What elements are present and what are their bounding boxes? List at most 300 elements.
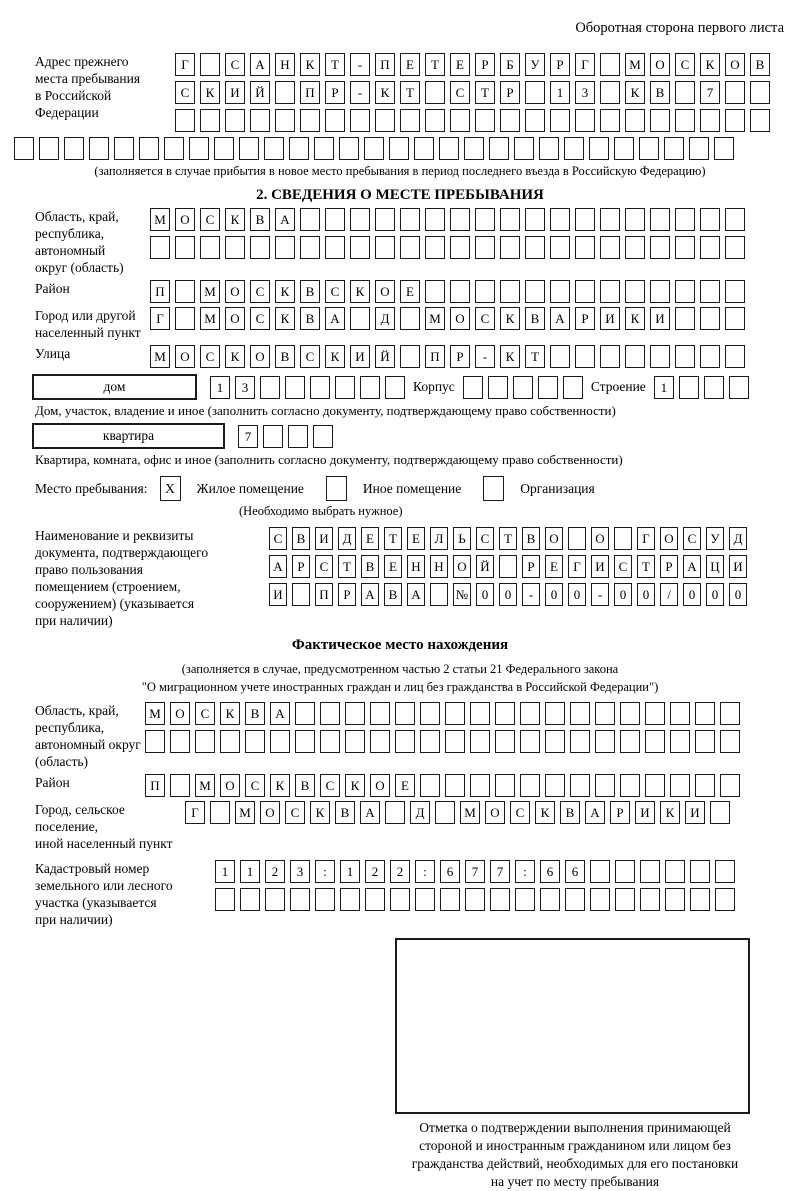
char-cell[interactable] — [525, 208, 545, 231]
char-cell[interactable]: Р — [575, 307, 595, 330]
char-cell[interactable] — [375, 208, 395, 231]
char-cell[interactable] — [564, 137, 584, 160]
char-cell[interactable]: - — [591, 583, 609, 606]
char-cell[interactable]: Е — [384, 555, 402, 578]
char-cell[interactable] — [420, 730, 440, 753]
char-cell[interactable]: : — [515, 860, 535, 883]
char-cell[interactable]: Р — [610, 801, 630, 824]
char-cell[interactable]: Т — [384, 527, 402, 550]
char-cell[interactable] — [450, 280, 470, 303]
char-cell[interactable] — [425, 236, 445, 259]
char-cell[interactable]: Д — [375, 307, 395, 330]
char-cell[interactable]: С — [250, 307, 270, 330]
char-cell[interactable] — [525, 280, 545, 303]
char-cell[interactable] — [670, 730, 690, 753]
char-cell[interactable]: Л — [430, 527, 448, 550]
char-cell[interactable] — [695, 774, 715, 797]
char-cell[interactable] — [495, 730, 515, 753]
char-cell[interactable] — [539, 137, 559, 160]
char-cell[interactable]: А — [360, 801, 380, 824]
char-cell[interactable] — [350, 307, 370, 330]
char-cell[interactable] — [540, 888, 560, 911]
char-cell[interactable]: 3 — [235, 376, 255, 399]
char-cell[interactable]: 0 — [729, 583, 747, 606]
char-cell[interactable]: О — [650, 53, 670, 76]
char-cell[interactable] — [700, 208, 720, 231]
char-cell[interactable]: 0 — [476, 583, 494, 606]
char-cell[interactable]: 1 — [550, 81, 570, 104]
char-cell[interactable] — [645, 730, 665, 753]
char-cell[interactable]: Г — [175, 53, 195, 76]
char-cell[interactable] — [295, 702, 315, 725]
char-cell[interactable] — [275, 81, 295, 104]
char-cell[interactable] — [375, 109, 395, 132]
char-cell[interactable] — [675, 345, 695, 368]
char-cell[interactable] — [695, 730, 715, 753]
char-cell[interactable]: Г — [185, 801, 205, 824]
char-cell[interactable] — [385, 376, 405, 399]
char-cell[interactable]: В — [384, 583, 402, 606]
char-cell[interactable] — [729, 376, 749, 399]
char-cell[interactable] — [350, 236, 370, 259]
char-cell[interactable] — [514, 137, 534, 160]
char-cell[interactable] — [489, 137, 509, 160]
char-cell[interactable] — [679, 376, 699, 399]
char-cell[interactable]: 0 — [568, 583, 586, 606]
char-cell[interactable] — [650, 109, 670, 132]
char-cell[interactable]: 6 — [440, 860, 460, 883]
char-cell[interactable]: И — [635, 801, 655, 824]
char-cell[interactable]: Т — [325, 53, 345, 76]
char-cell[interactable] — [345, 730, 365, 753]
char-cell[interactable] — [215, 888, 235, 911]
char-cell[interactable] — [700, 236, 720, 259]
char-cell[interactable] — [400, 307, 420, 330]
char-cell[interactable] — [525, 81, 545, 104]
char-cell[interactable] — [425, 81, 445, 104]
char-cell[interactable] — [725, 280, 745, 303]
char-cell[interactable]: - — [475, 345, 495, 368]
char-cell[interactable] — [175, 109, 195, 132]
char-cell[interactable]: Ь — [453, 527, 471, 550]
char-cell[interactable]: П — [425, 345, 445, 368]
char-cell[interactable] — [720, 774, 740, 797]
char-cell[interactable] — [620, 730, 640, 753]
char-cell[interactable]: А — [270, 702, 290, 725]
char-cell[interactable]: С — [269, 527, 287, 550]
char-cell[interactable]: М — [195, 774, 215, 797]
char-cell[interactable]: М — [150, 345, 170, 368]
char-cell[interactable] — [675, 280, 695, 303]
char-cell[interactable] — [390, 888, 410, 911]
char-cell[interactable] — [640, 888, 660, 911]
char-cell[interactable] — [250, 236, 270, 259]
char-cell[interactable]: К — [625, 307, 645, 330]
stay-type-checkbox-residential[interactable]: X — [160, 476, 181, 501]
char-cell[interactable] — [175, 307, 195, 330]
char-cell[interactable] — [463, 376, 483, 399]
char-cell[interactable] — [620, 774, 640, 797]
char-cell[interactable]: 1 — [654, 376, 674, 399]
char-cell[interactable] — [520, 730, 540, 753]
char-cell[interactable] — [520, 774, 540, 797]
char-cell[interactable] — [665, 888, 685, 911]
char-cell[interactable] — [664, 137, 684, 160]
char-cell[interactable]: С — [683, 527, 701, 550]
char-cell[interactable]: Г — [150, 307, 170, 330]
char-cell[interactable]: В — [295, 774, 315, 797]
char-cell[interactable]: М — [625, 53, 645, 76]
char-cell[interactable] — [625, 345, 645, 368]
char-cell[interactable] — [389, 137, 409, 160]
char-cell[interactable] — [375, 236, 395, 259]
char-cell[interactable] — [345, 702, 365, 725]
char-cell[interactable]: И — [729, 555, 747, 578]
char-cell[interactable] — [725, 236, 745, 259]
char-cell[interactable] — [350, 208, 370, 231]
char-cell[interactable]: Й — [476, 555, 494, 578]
char-cell[interactable] — [700, 345, 720, 368]
char-cell[interactable] — [600, 345, 620, 368]
char-cell[interactable]: Т — [499, 527, 517, 550]
char-cell[interactable]: 2 — [390, 860, 410, 883]
char-cell[interactable]: О — [453, 555, 471, 578]
char-cell[interactable]: И — [315, 527, 333, 550]
char-cell[interactable]: Г — [568, 555, 586, 578]
char-cell[interactable] — [114, 137, 134, 160]
char-cell[interactable]: С — [285, 801, 305, 824]
char-cell[interactable]: А — [325, 307, 345, 330]
char-cell[interactable] — [285, 376, 305, 399]
char-cell[interactable] — [239, 137, 259, 160]
char-cell[interactable] — [495, 702, 515, 725]
char-cell[interactable]: 7 — [700, 81, 720, 104]
char-cell[interactable]: К — [275, 307, 295, 330]
char-cell[interactable]: П — [375, 53, 395, 76]
char-cell[interactable] — [700, 109, 720, 132]
char-cell[interactable] — [470, 730, 490, 753]
char-cell[interactable]: В — [650, 81, 670, 104]
char-cell[interactable] — [370, 730, 390, 753]
char-cell[interactable]: К — [275, 280, 295, 303]
char-cell[interactable] — [640, 860, 660, 883]
char-cell[interactable] — [639, 137, 659, 160]
char-cell[interactable] — [499, 555, 517, 578]
char-cell[interactable] — [525, 236, 545, 259]
char-cell[interactable] — [670, 774, 690, 797]
char-cell[interactable]: Р — [292, 555, 310, 578]
char-cell[interactable] — [650, 345, 670, 368]
char-cell[interactable]: Д — [338, 527, 356, 550]
char-cell[interactable]: А — [683, 555, 701, 578]
char-cell[interactable] — [425, 109, 445, 132]
char-cell[interactable] — [515, 888, 535, 911]
char-cell[interactable]: : — [315, 860, 335, 883]
char-cell[interactable]: 0 — [706, 583, 724, 606]
char-cell[interactable]: К — [375, 81, 395, 104]
char-cell[interactable]: А — [407, 583, 425, 606]
char-cell[interactable] — [295, 730, 315, 753]
char-cell[interactable] — [420, 774, 440, 797]
char-cell[interactable] — [600, 208, 620, 231]
char-cell[interactable]: 0 — [614, 583, 632, 606]
char-cell[interactable] — [220, 730, 240, 753]
char-cell[interactable] — [620, 702, 640, 725]
char-cell[interactable] — [690, 888, 710, 911]
char-cell[interactable] — [314, 137, 334, 160]
char-cell[interactable]: О — [170, 702, 190, 725]
char-cell[interactable] — [89, 137, 109, 160]
char-cell[interactable]: В — [522, 527, 540, 550]
char-cell[interactable] — [350, 109, 370, 132]
char-cell[interactable]: Т — [400, 81, 420, 104]
char-cell[interactable] — [545, 730, 565, 753]
char-cell[interactable]: С — [614, 555, 632, 578]
char-cell[interactable] — [725, 307, 745, 330]
char-cell[interactable] — [650, 208, 670, 231]
char-cell[interactable] — [385, 801, 405, 824]
char-cell[interactable]: П — [300, 81, 320, 104]
char-cell[interactable]: 3 — [575, 81, 595, 104]
char-cell[interactable] — [589, 137, 609, 160]
char-cell[interactable] — [590, 860, 610, 883]
char-cell[interactable] — [315, 888, 335, 911]
char-cell[interactable] — [495, 774, 515, 797]
char-cell[interactable] — [445, 774, 465, 797]
char-cell[interactable]: О — [225, 280, 245, 303]
char-cell[interactable] — [575, 236, 595, 259]
char-cell[interactable]: М — [200, 280, 220, 303]
char-cell[interactable]: В — [335, 801, 355, 824]
char-cell[interactable]: Й — [375, 345, 395, 368]
char-cell[interactable] — [400, 109, 420, 132]
char-cell[interactable] — [240, 888, 260, 911]
char-cell[interactable]: - — [350, 53, 370, 76]
char-cell[interactable] — [575, 109, 595, 132]
char-cell[interactable] — [500, 280, 520, 303]
char-cell[interactable]: Т — [637, 555, 655, 578]
char-cell[interactable] — [195, 730, 215, 753]
char-cell[interactable]: С — [195, 702, 215, 725]
char-cell[interactable]: С — [510, 801, 530, 824]
char-cell[interactable] — [570, 730, 590, 753]
char-cell[interactable] — [310, 376, 330, 399]
char-cell[interactable] — [475, 236, 495, 259]
char-cell[interactable]: О — [225, 307, 245, 330]
char-cell[interactable]: Е — [545, 555, 563, 578]
char-cell[interactable] — [675, 109, 695, 132]
char-cell[interactable] — [210, 801, 230, 824]
char-cell[interactable] — [288, 425, 308, 448]
char-cell[interactable] — [170, 774, 190, 797]
char-cell[interactable] — [650, 236, 670, 259]
char-cell[interactable] — [200, 53, 220, 76]
char-cell[interactable]: 1 — [210, 376, 230, 399]
char-cell[interactable]: 7 — [490, 860, 510, 883]
char-cell[interactable] — [439, 137, 459, 160]
char-cell[interactable]: - — [522, 583, 540, 606]
char-cell[interactable]: 0 — [683, 583, 701, 606]
char-cell[interactable] — [395, 702, 415, 725]
char-cell[interactable]: И — [600, 307, 620, 330]
char-cell[interactable] — [600, 53, 620, 76]
char-cell[interactable] — [695, 702, 715, 725]
char-cell[interactable]: П — [315, 583, 333, 606]
char-cell[interactable]: Ц — [706, 555, 724, 578]
char-cell[interactable] — [645, 774, 665, 797]
char-cell[interactable] — [488, 376, 508, 399]
char-cell[interactable]: Д — [410, 801, 430, 824]
char-cell[interactable] — [675, 81, 695, 104]
char-cell[interactable]: : — [415, 860, 435, 883]
char-cell[interactable]: О — [260, 801, 280, 824]
char-cell[interactable]: О — [591, 527, 609, 550]
char-cell[interactable]: К — [345, 774, 365, 797]
char-cell[interactable]: Г — [575, 53, 595, 76]
char-cell[interactable] — [595, 730, 615, 753]
char-cell[interactable]: О — [450, 307, 470, 330]
char-cell[interactable]: П — [150, 280, 170, 303]
char-cell[interactable] — [214, 137, 234, 160]
char-cell[interactable] — [270, 730, 290, 753]
char-cell[interactable]: Г — [637, 527, 655, 550]
char-cell[interactable]: Е — [395, 774, 415, 797]
char-cell[interactable] — [440, 888, 460, 911]
char-cell[interactable]: Е — [361, 527, 379, 550]
char-cell[interactable]: Р — [660, 555, 678, 578]
char-cell[interactable]: К — [500, 307, 520, 330]
char-cell[interactable] — [550, 109, 570, 132]
char-cell[interactable] — [500, 208, 520, 231]
char-cell[interactable]: С — [200, 208, 220, 231]
char-cell[interactable] — [550, 236, 570, 259]
char-cell[interactable] — [545, 774, 565, 797]
char-cell[interactable] — [320, 702, 340, 725]
char-cell[interactable]: С — [300, 345, 320, 368]
char-cell[interactable]: В — [361, 555, 379, 578]
char-cell[interactable]: Р — [550, 53, 570, 76]
char-cell[interactable] — [595, 774, 615, 797]
char-cell[interactable]: А — [361, 583, 379, 606]
char-cell[interactable] — [595, 702, 615, 725]
char-cell[interactable] — [450, 208, 470, 231]
char-cell[interactable] — [292, 583, 310, 606]
char-cell[interactable]: В — [300, 307, 320, 330]
char-cell[interactable] — [265, 888, 285, 911]
char-cell[interactable] — [645, 702, 665, 725]
char-cell[interactable] — [714, 137, 734, 160]
char-cell[interactable] — [360, 376, 380, 399]
char-cell[interactable] — [365, 888, 385, 911]
char-cell[interactable] — [568, 527, 586, 550]
char-cell[interactable]: 7 — [465, 860, 485, 883]
char-cell[interactable]: А — [585, 801, 605, 824]
char-cell[interactable]: С — [450, 81, 470, 104]
char-cell[interactable] — [275, 236, 295, 259]
char-cell[interactable] — [614, 527, 632, 550]
char-cell[interactable] — [725, 81, 745, 104]
char-cell[interactable] — [550, 208, 570, 231]
char-cell[interactable]: Р — [475, 53, 495, 76]
char-cell[interactable]: Р — [325, 81, 345, 104]
char-cell[interactable] — [563, 376, 583, 399]
char-cell[interactable]: А — [250, 53, 270, 76]
char-cell[interactable]: С — [250, 280, 270, 303]
char-cell[interactable]: О — [485, 801, 505, 824]
char-cell[interactable] — [445, 702, 465, 725]
char-cell[interactable]: У — [706, 527, 724, 550]
char-cell[interactable] — [615, 860, 635, 883]
char-cell[interactable] — [465, 888, 485, 911]
char-cell[interactable]: И — [591, 555, 609, 578]
char-cell[interactable]: 1 — [240, 860, 260, 883]
char-cell[interactable]: Б — [500, 53, 520, 76]
char-cell[interactable] — [520, 702, 540, 725]
char-cell[interactable]: Р — [500, 81, 520, 104]
char-cell[interactable]: А — [550, 307, 570, 330]
char-cell[interactable]: Р — [450, 345, 470, 368]
char-cell[interactable]: Т — [525, 345, 545, 368]
char-cell[interactable] — [414, 137, 434, 160]
char-cell[interactable] — [400, 208, 420, 231]
char-cell[interactable] — [450, 236, 470, 259]
stay-type-checkbox-other[interactable] — [326, 476, 347, 501]
char-cell[interactable] — [275, 109, 295, 132]
char-cell[interactable]: В — [560, 801, 580, 824]
char-cell[interactable] — [670, 702, 690, 725]
char-cell[interactable]: В — [292, 527, 310, 550]
char-cell[interactable]: У — [525, 53, 545, 76]
char-cell[interactable]: Н — [407, 555, 425, 578]
char-cell[interactable]: К — [300, 53, 320, 76]
char-cell[interactable]: 2 — [265, 860, 285, 883]
char-cell[interactable]: В — [300, 280, 320, 303]
char-cell[interactable] — [415, 888, 435, 911]
char-cell[interactable]: А — [275, 208, 295, 231]
char-cell[interactable]: 1 — [340, 860, 360, 883]
char-cell[interactable] — [300, 236, 320, 259]
char-cell[interactable]: М — [460, 801, 480, 824]
char-cell[interactable] — [64, 137, 84, 160]
char-cell[interactable]: 0 — [637, 583, 655, 606]
char-cell[interactable] — [625, 280, 645, 303]
char-cell[interactable]: О — [175, 345, 195, 368]
char-cell[interactable]: 0 — [499, 583, 517, 606]
char-cell[interactable]: К — [200, 81, 220, 104]
char-cell[interactable] — [700, 280, 720, 303]
char-cell[interactable]: М — [145, 702, 165, 725]
char-cell[interactable] — [250, 109, 270, 132]
char-cell[interactable] — [575, 280, 595, 303]
char-cell[interactable] — [445, 730, 465, 753]
char-cell[interactable]: С — [476, 527, 494, 550]
char-cell[interactable] — [550, 280, 570, 303]
char-cell[interactable]: К — [625, 81, 645, 104]
char-cell[interactable]: 7 — [238, 425, 258, 448]
char-cell[interactable] — [565, 888, 585, 911]
char-cell[interactable] — [164, 137, 184, 160]
char-cell[interactable] — [600, 280, 620, 303]
char-cell[interactable] — [435, 801, 455, 824]
char-cell[interactable]: М — [150, 208, 170, 231]
char-cell[interactable] — [470, 774, 490, 797]
char-cell[interactable]: С — [175, 81, 195, 104]
char-cell[interactable]: 1 — [215, 860, 235, 883]
char-cell[interactable]: К — [310, 801, 330, 824]
char-cell[interactable] — [425, 208, 445, 231]
char-cell[interactable] — [750, 109, 770, 132]
char-cell[interactable] — [300, 109, 320, 132]
